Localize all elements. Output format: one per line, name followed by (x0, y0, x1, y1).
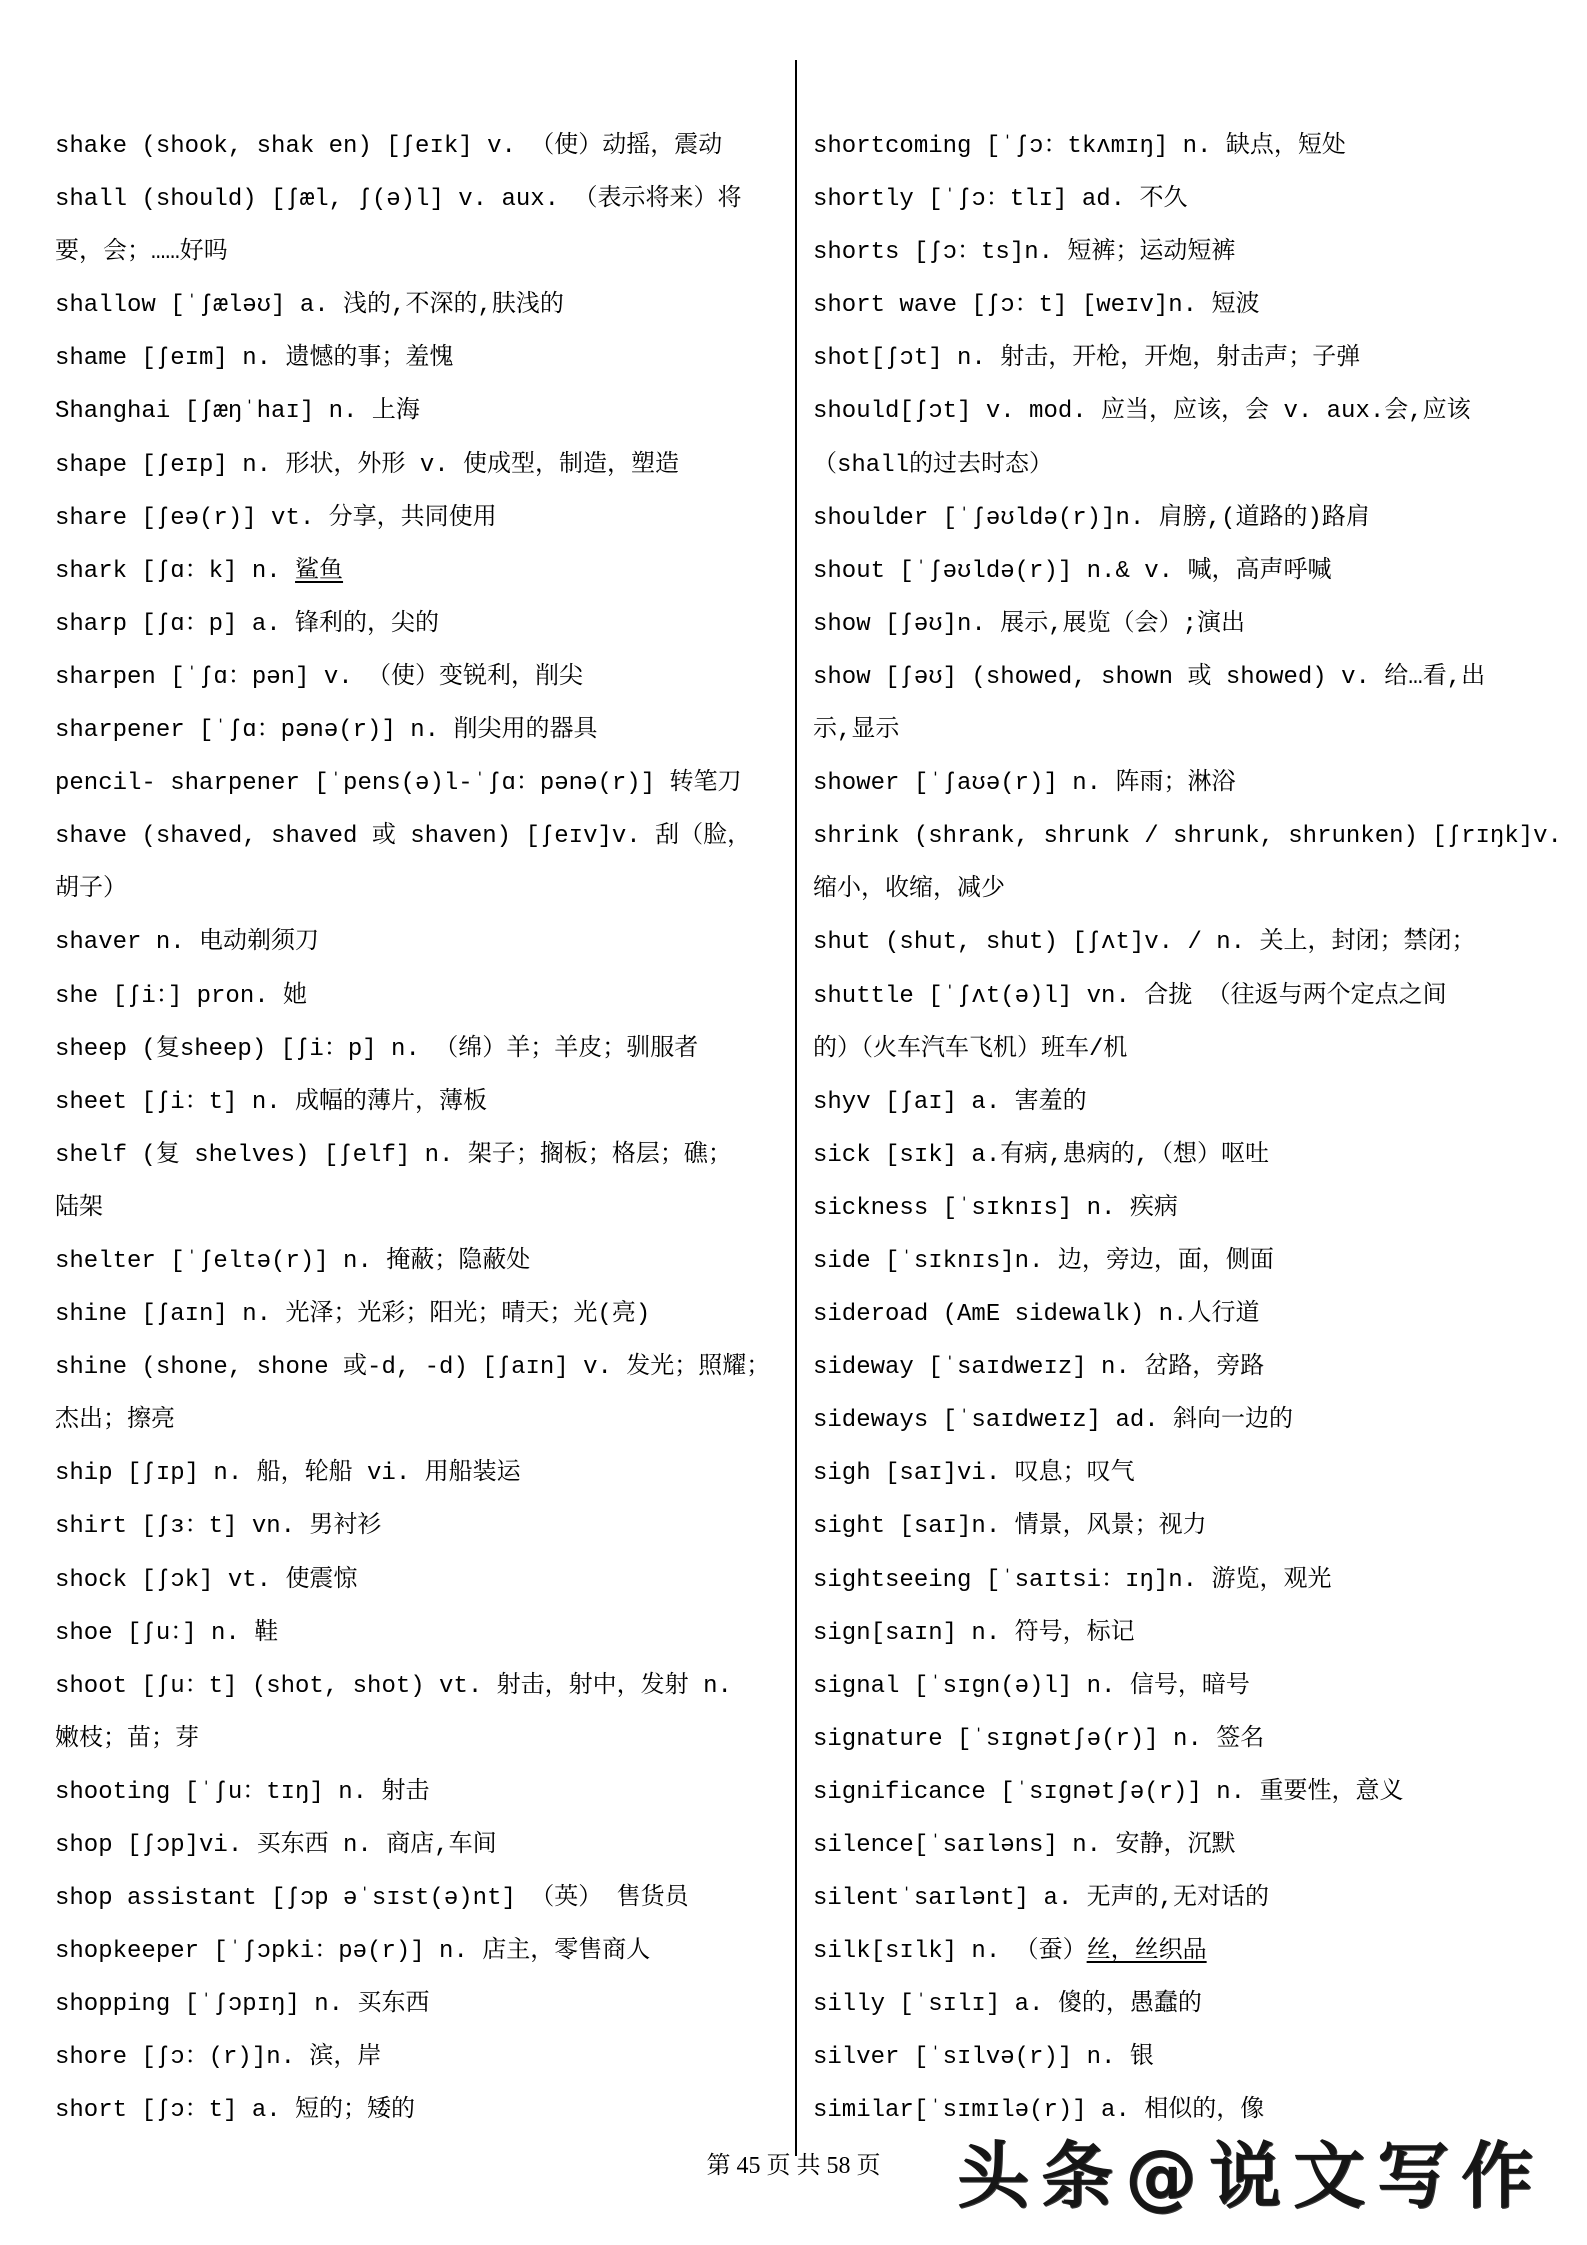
entry-line: sick [sɪk] a.有病,患病的,（想）呕吐 (813, 1141, 1270, 1169)
entry-line: shop [ʃɔp]vi. 买东西 n. 商店,车间 (55, 1832, 497, 1859)
entry-line: signal [ˈsɪgn(ə)l] n. 信号，暗号 (813, 1672, 1250, 1700)
entry-line: sheet [ʃi：t] n. 成幅的薄片，薄板 (55, 1088, 488, 1116)
entry-line: she [ʃi：] pron. 她 (55, 982, 308, 1010)
entry-line: 嫩枝；苗；芽 (55, 1725, 199, 1753)
entry-line: sharpener [ˈʃɑ：pənə(r)] n. 削尖用的器具 (55, 717, 598, 745)
entry-line: shallow [ˈʃæləʊ] a. 浅的,不深的,肤浅的 (55, 292, 564, 320)
entry-line: show [ʃəʊ]n. 展示,展览（会）;演出 (813, 610, 1246, 638)
entry-line: shine (shone, shone 或-d, -d) [ʃaɪn] v. 发光；照耀； (55, 1354, 771, 1382)
entry-line: 杰出；擦亮 (55, 1407, 175, 1435)
entry-line: shopping [ˈʃɔpɪŋ] n. 买东西 (55, 1991, 430, 2019)
entry-line: shelter [ˈʃeltə(r)] n. 掩蔽；隐蔽处 (55, 1247, 531, 1275)
entry-line: short wave [ʃɔ：t] [weɪv]n. 短波 (813, 292, 1260, 320)
entry-line: pencil- sharpener [ˈpens(ə)l-ˈʃɑ：pənə(r)] 转笔刀 (55, 770, 742, 798)
entry-line: shaver n. 电动剃须刀 (55, 929, 320, 957)
entry-line: sharpen [ˈʃɑ：pən] v. （使）变锐利，削尖 (55, 663, 584, 691)
entry-line: shine [ʃaɪn] n. 光泽；光彩；阳光；晴天；光(亮) (55, 1301, 651, 1329)
entry-line: sight [saɪ]n. 情景，风景；视力 (813, 1513, 1207, 1541)
entry-line: silk[sɪlk] n. （蚕）丝，丝织品 (813, 1938, 1207, 1966)
entry-line: shirt [ʃɜ：t] vn. 男衬衫 (55, 1513, 382, 1541)
entry-line: shore [ʃɔ：(r)]n. 滨，岸 (55, 2044, 382, 2072)
entry-line: shoulder [ˈʃəʊldə(r)]n. 肩膀,(道路的)路肩 (813, 504, 1370, 532)
entry-line: sideroad (AmE sidewalk) n.人行道 (813, 1301, 1260, 1329)
entry-line: silly [ˈsɪlɪ] a. 傻的，愚蠢的 (813, 1991, 1202, 2019)
entry-line: shelf (复 shelves) [ʃelf] n. 架子；搁板；格层；礁； (55, 1141, 732, 1169)
entry-line: shall (should) [ʃæl, ʃ(ə)l] v. aux. （表示将来）将 (55, 186, 742, 214)
entry-line: similar[ˈsɪmɪlə(r)] a. 相似的，像 (813, 2097, 1265, 2125)
entry-line: 示,显示 (813, 717, 900, 745)
entry-line: shortly [ˈʃɔ：tlɪ] ad. 不久 (813, 186, 1188, 214)
entry-line: silentˈsaɪlənt] a. 无声的,无对话的 (813, 1885, 1270, 1913)
entry-line: shyv [ʃaɪ] a. 害羞的 (813, 1088, 1087, 1116)
entry-line: shake (shook, shak en) [ʃeɪk] v. （使）动摇，震动 (55, 133, 723, 160)
entry-line: （shall的过去时态） (813, 451, 1054, 479)
entry-line: shot[ʃɔt] n. 射击，开枪，开炮，射击声；子弹 (813, 345, 1361, 373)
entry-line: sideway [ˈsaɪdweɪz] n. 岔路，旁路 (813, 1354, 1265, 1382)
entry-line: shower [ˈʃaʊə(r)] n. 阵雨；淋浴 (813, 770, 1236, 798)
entry-line: show [ʃəʊ] (showed, shown 或 showed) v. 给…看,出 (813, 663, 1486, 691)
entry-line: should[ʃɔt] v. mod. 应当，应该，会 v. aux.会,应该 (813, 398, 1471, 426)
entry-line: 的）（火车汽车飞机）班车/机 (813, 1035, 1128, 1063)
page-number: 第 45 页 共 58 页 (706, 2153, 881, 2179)
entry-line: significance [ˈsɪgnətʃə(r)] n. 重要性，意义 (813, 1778, 1404, 1806)
entry-line: share [ʃeə(r)] vt. 分享，共同使用 (55, 504, 497, 532)
entry-line: shuttle [ˈʃʌt(ə)l] vn. 合拢 （往返与两个定点之间 (813, 982, 1447, 1010)
entry-line: side [ˈsɪknɪs]n. 边，旁边，面，侧面 (813, 1247, 1274, 1275)
entry-line: shark [ʃɑ：k] n. 鲨鱼 (55, 557, 344, 585)
entry-line: sheep (复sheep) [ʃi：p] n. （绵）羊；羊皮；驯服者 (55, 1035, 699, 1063)
entry-line: shut (shut, shut) [ʃʌt]v. / n. 关上，封闭；禁闭； (813, 929, 1476, 957)
entry-line: sickness [ˈsɪknɪs] n. 疾病 (813, 1194, 1178, 1222)
entry-line: sigh [saɪ]vi. 叹息；叹气 (813, 1460, 1135, 1488)
entry-line: shout [ˈʃəʊldə(r)] n.& v. 喊，高声呼喊 (813, 557, 1332, 585)
entry-line: 陆架 (55, 1194, 103, 1222)
entry-line: short [ʃɔ：t] a. 短的；矮的 (55, 2097, 416, 2125)
entry-line: shape [ʃeɪp] n. 形状，外形 v. 使成型，制造，塑造 (55, 451, 680, 479)
entry-line: sharp [ʃɑ：p] a. 锋利的，尖的 (55, 610, 440, 638)
entry-line: silver [ˈsɪlvə(r)] n. 银 (813, 2044, 1154, 2072)
entry-line: 缩小，收缩，减少 (813, 876, 1005, 904)
watermark: 头条@说文写作 (956, 2134, 1545, 2218)
entry-line: shoe [ʃu：] n. 鞋 (55, 1619, 279, 1647)
entry-line: silence[ˈsaɪləns] n. 安静，沉默 (813, 1832, 1236, 1859)
entry-line: shooting [ˈʃu：tɪŋ] n. 射击 (55, 1778, 430, 1806)
left-column (55, 120, 797, 2138)
entry-line: shrink (shrank, shrunk / shrunk, shrunken) [ʃrɪŋk]v. (813, 823, 1562, 851)
entry-line: sign[saɪn] n. 符号，标记 (813, 1619, 1135, 1647)
entry-line: ship [ʃɪp] n. 船，轮船 vi. 用船装运 (55, 1460, 521, 1488)
entry-line: sideways [ˈsaɪdweɪz] ad. 斜向一边的 (813, 1407, 1294, 1435)
entry-line: shop assistant [ʃɔp əˈsɪst(ə)nt] （英） 售货员 (55, 1885, 689, 1913)
entry-line: shorts [ʃɔ：ts]n. 短裤；运动短裤 (813, 239, 1236, 267)
entry-line: 要，会；……好吗 (55, 239, 228, 267)
entry-line: shave (shaved, shaved 或 shaven) [ʃeɪv]v. 刮（脸， (55, 823, 752, 851)
entry-line: shopkeeper [ˈʃɔpki：pə(r)] n. 店主，零售商人 (55, 1938, 651, 1966)
entry-line: Shanghai [ʃæŋˈhaɪ] n. 上海 (55, 398, 420, 426)
entry-line: shoot [ʃu：t] (shot, shot) vt. 射击，射中，发射 n. (55, 1672, 732, 1700)
entry-line: shame [ʃeɪm] n. 遗憾的事；羞愧 (55, 345, 454, 373)
entry-line: shortcoming [ˈʃɔ：tkʌmɪŋ] n. 缺点，短处 (813, 133, 1346, 160)
entry-line: signature [ˈsɪgnətʃə(r)] n. 签名 (813, 1725, 1265, 1753)
entry-line: shock [ʃɔk] vt. 使震惊 (55, 1566, 358, 1594)
entry-line: 胡子） (55, 876, 127, 904)
right-column (813, 120, 1587, 2138)
entry-line: sightseeing [ˈsaɪtsi：ɪŋ]n. 游览，观光 (813, 1566, 1332, 1594)
